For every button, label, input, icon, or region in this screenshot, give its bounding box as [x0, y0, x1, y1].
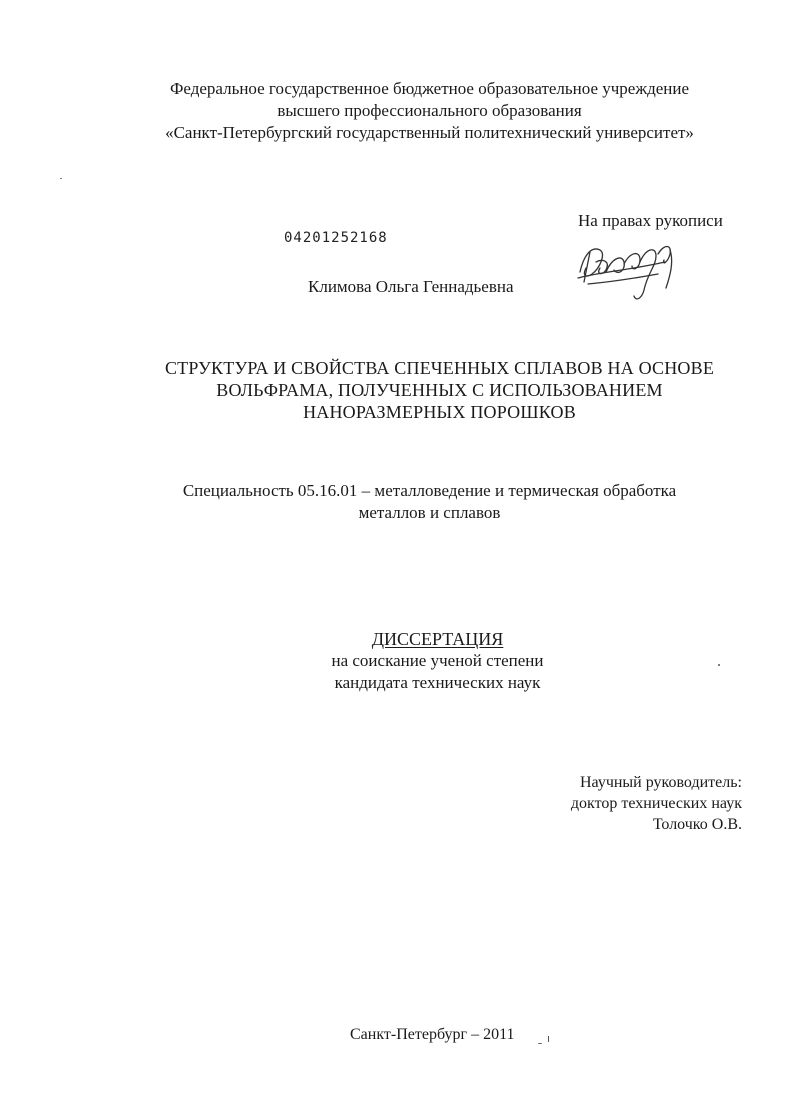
scan-speck [718, 664, 720, 666]
title-line-2: ВОЛЬФРАМА, ПОЛУЧЕННЫХ С ИСПОЛЬЗОВАНИЕМ [216, 380, 663, 400]
specialty-block [30, 480, 799, 524]
author-name: Климова Ольга Геннадьевна [308, 277, 514, 296]
supervisor-label: Научный руководитель: [579, 774, 742, 791]
degree-line-2: кандидата технических наук [334, 673, 541, 692]
dissertation-block [38, 628, 799, 694]
degree-line-1: на соискание ученой степени [331, 651, 544, 670]
city-year: Санкт-Петербург – 2011 [350, 1026, 515, 1043]
handwritten-signature [570, 232, 685, 310]
institution-line-1: Федеральное государственное бюджетное образовательное учреждение [169, 79, 690, 98]
specialty-line-1: Специальность 05.16.01 – металловедение и термическая обработка [182, 481, 677, 500]
institution-line-2: высшего профессионального образования [277, 101, 582, 120]
title-line-3: НАНОРАЗМЕРНЫХ ПОРОШКОВ [303, 402, 576, 422]
rights-note: На правах рукописи [578, 211, 723, 230]
dissertation-heading: ДИССЕРТАЦИЯ [371, 629, 504, 649]
supervisor-name: Толочко О.В. [652, 816, 742, 833]
document-number: 04201252168 [284, 230, 388, 246]
scan-speck [60, 178, 62, 179]
institution-line-3: «Санкт-Петербургский государственный политехнический университет» [165, 123, 694, 142]
supervisor-block [520, 772, 742, 835]
title-line-1: СТРУКТУРА И СВОЙСТВА СПЕЧЕННЫХ СПЛАВОВ НА ОСНОВЕ [164, 358, 715, 378]
supervisor-degree: доктор технических наук [570, 795, 742, 812]
dissertation-title [40, 357, 799, 423]
scan-speck [548, 1036, 549, 1042]
scan-speck [538, 1043, 542, 1044]
institution-header [30, 78, 799, 144]
specialty-line-2: металлов и сплавов [358, 503, 501, 522]
